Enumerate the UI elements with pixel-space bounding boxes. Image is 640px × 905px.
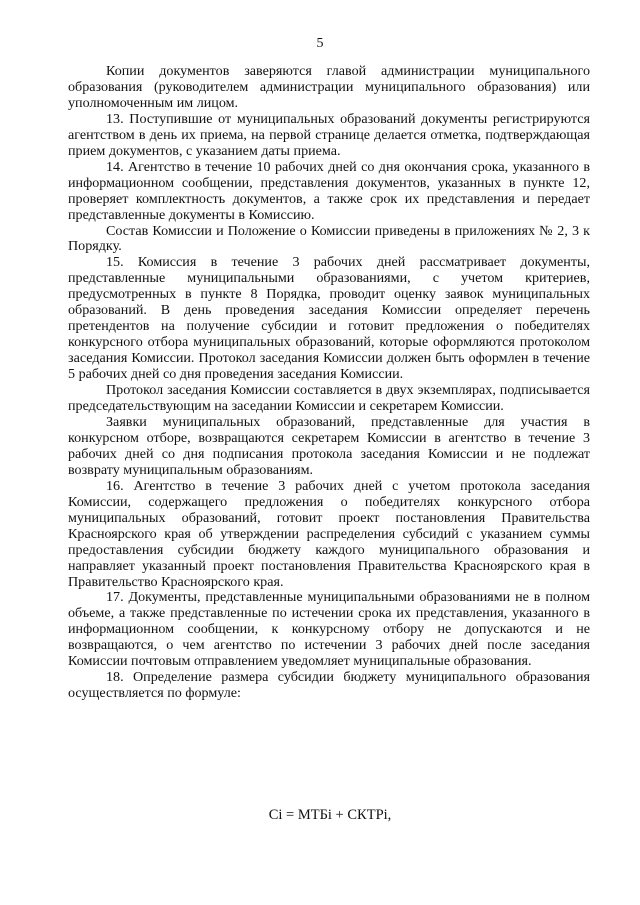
paragraph-applications-return: Заявки муниципальных образований, представленные для участия в конкурсном отборе, возвращаются секретарем Комиссии в агентство в течение 3 рабочих дней со дня подписания протокола заседания Комиссии и не подлежат возврату муниципальным образованиям. — [68, 413, 590, 478]
paragraph-item-16: 16. Агентство в течение 3 рабочих дней с учетом протокола заседания Комиссии, содержащего предложения о победителях конкурсного отбора муниципальных образований, готовит проект постановления Правительства Красноярского края об утверждении распределения субсидий с указанием суммы предоставления субсидии бюджету каждого муниципального образования и направляет указанный проект постановления Правительства Красноярского края в Правительство Красноярского края. — [68, 477, 590, 590]
paragraph-item-18: 18. Определение размера субсидии бюджету муниципального образования осуществляется по формуле: — [68, 669, 590, 702]
paragraph-item-17: 17. Документы, представленные муниципальными образованиями не в полном объеме, а также представленные по истечении срока их представления, указанного в информационном сообщении, к конкурсному отбору не допускаются и не возвращаются, о чем агентство по истечении 3 рабочих дней после заседания Комиссии почтовым отправлением уведомляет муниципальные образования. — [68, 589, 590, 670]
subsidy-formula: Ci = МТБi + СКТРi, — [268, 807, 392, 823]
page-number: 5 — [316, 36, 324, 51]
document-body — [68, 64, 590, 702]
paragraph-document-certification: Копии документов заверяются главой администрации муниципального образования (руководителем администрации муниципального образования) или уполномоченным им лицом. — [68, 63, 590, 111]
paragraph-commission-composition: Состав Комиссии и Положение о Комиссии приведены в приложениях № 2, 3 к Порядку. — [68, 222, 590, 255]
paragraph-item-13: 13. Поступившие от муниципальных образований документы регистрируются агентством в день их приема, на первой странице делается отметка, подтверждающая прием документов, с указанием даты приема. — [68, 110, 590, 159]
paragraph-item-14: 14. Агентство в течение 10 рабочих дней со дня окончания срока, указанного в информационном сообщении, представления документов, указанных в пункте 12, проверяет комплектность документов, а также срок их представления и передает представленные документы в Комиссию. — [68, 158, 590, 223]
paragraph-item-15: 15. Комиссия в течение 3 рабочих дней рассматривает документы, представленные муниципальными образованиями, с учетом критериев, предусмотренных в пункте 8 Порядка, проводит оценку заявок муниципальных образований. В день проведения заседания Комиссии определяет перечень претендентов на получение субсидии и готовит предложения о победителях конкурсного отбора муниципальных образований, которые оформляются протоколом заседания Комиссии. Протокол заседания Комиссии должен быть оформлен в течение 5 рабочих дней со дня проведения заседания Комиссии. — [68, 254, 590, 383]
paragraph-protocol-copies: Протокол заседания Комиссии составляется в двух экземплярах, подписывается председательствующим на заседании Комиссии и секретарем Комиссии. — [68, 382, 590, 415]
